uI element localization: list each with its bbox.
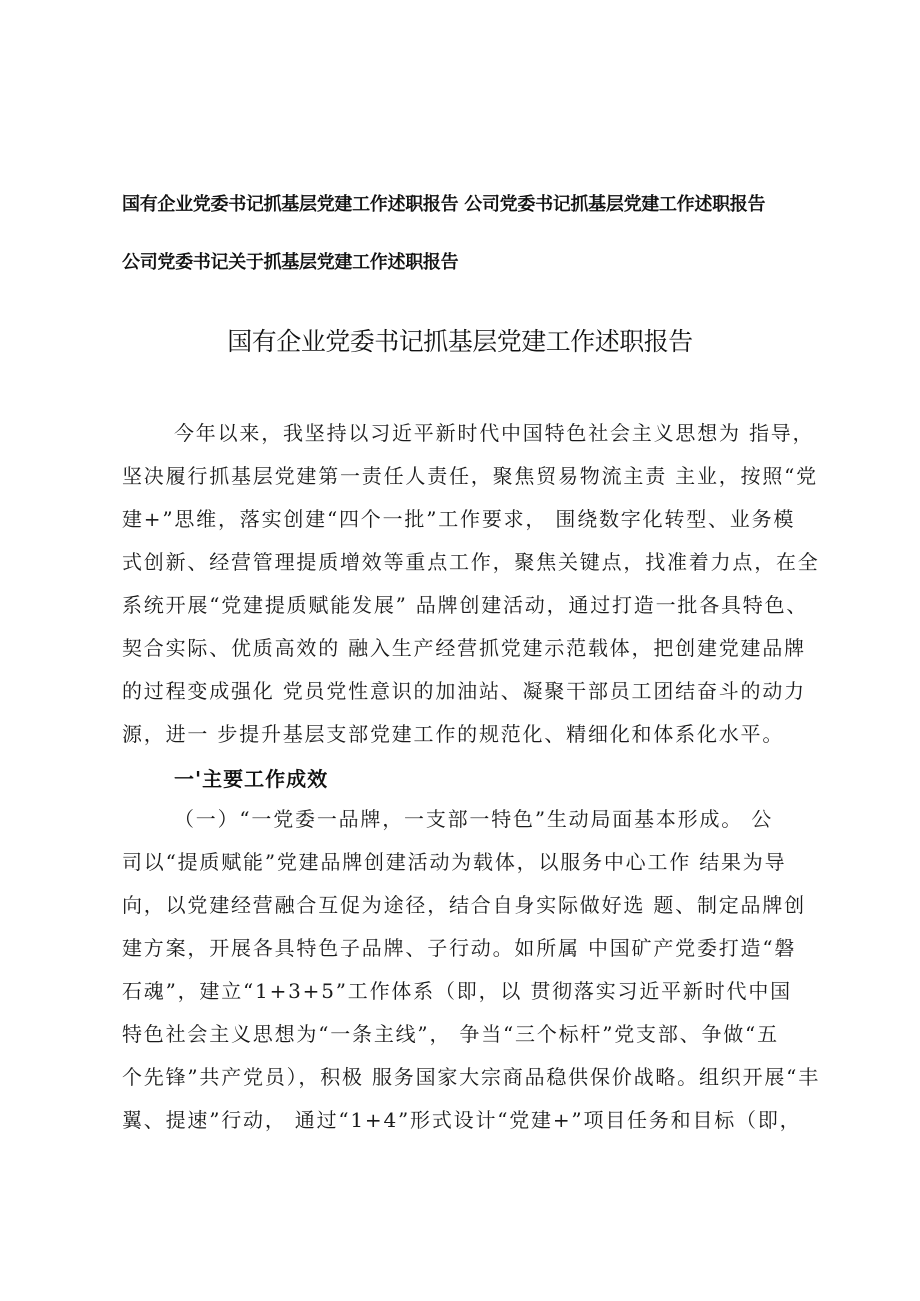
paragraph-line: 个先锋”共产党员），积极 服务国家大宗商品稳供保价战略。组织开展“丰 xyxy=(122,1065,821,1089)
paragraph-line: 特色社会主义思想为“一条主线”， 争当“三个标杆”党支部、争做“五 xyxy=(122,1022,779,1046)
paragraph-line: 契合实际、优质高效的 融入生产经营抓党建示范载体，把创建党建品牌 xyxy=(122,636,806,660)
paragraph-line: 翼、提速”行动， 通过“1+4”形式设计“党建+”项目任务和目标（即， xyxy=(122,1108,802,1132)
header-title-line-2: 公司党委书记关于抓基层党建工作述职报告 xyxy=(122,252,459,273)
header-title-line-1: 国有企业党委书记抓基层党建工作述职报告 公司党委书记抓基层党建工作述职报告 xyxy=(122,194,766,215)
paragraph-line: 建方案，开展各具特色子品牌、子行动。如所属 中国矿产党委打造“磐 xyxy=(122,936,797,960)
paragraph-line: 坚决履行抓基层党建第一责任人责任，聚焦贸易物流主责 主业，按照“党 xyxy=(122,464,818,488)
paragraph-line: 司以“提质赋能”党建品牌创建活动为载体，以服务中心工作 结果为导 xyxy=(122,850,787,874)
section-heading: 一'主要工作成效 xyxy=(174,767,329,791)
paragraph-line: 石魂”，建立“1+3+5”工作体系（即，以 贯彻落实习近平新时代中国 xyxy=(122,979,792,1003)
paragraph-line: 源，进一 步提升基层支部党建工作的规范化、精细化和体系化水平。 xyxy=(122,722,785,746)
paragraph-line: 向，以党建经营融合互促为途径，结合自身实际做好选 题、制定品牌创 xyxy=(122,893,806,917)
paragraph-line: 的过程变成强化 党员党性意识的加油站、凝聚干部员工团结奋斗的动力 xyxy=(122,679,806,703)
paragraph-line: 今年以来，我坚持以习近平新时代中国特色社会主义思想为 指导， xyxy=(174,421,815,445)
paragraph-line: 系统开展“党建提质赋能发展” 品牌创建活动，通过打造一批各具特色、 xyxy=(122,593,809,617)
paragraph-line: （一）“一党委一品牌，一支部一特色”生动局面基本形成。 公 xyxy=(174,807,774,831)
document-title: 国有企业党委书记抓基层党建工作述职报告 xyxy=(227,327,693,356)
paragraph-line: 式创新、经营管理提质增效等重点工作，聚焦关键点，找准着力点，在全 xyxy=(122,550,820,574)
paragraph-line: 建+”思维，落实创建“四个一批”工作要求， 围绕数字化转型、业务模 xyxy=(122,507,796,531)
